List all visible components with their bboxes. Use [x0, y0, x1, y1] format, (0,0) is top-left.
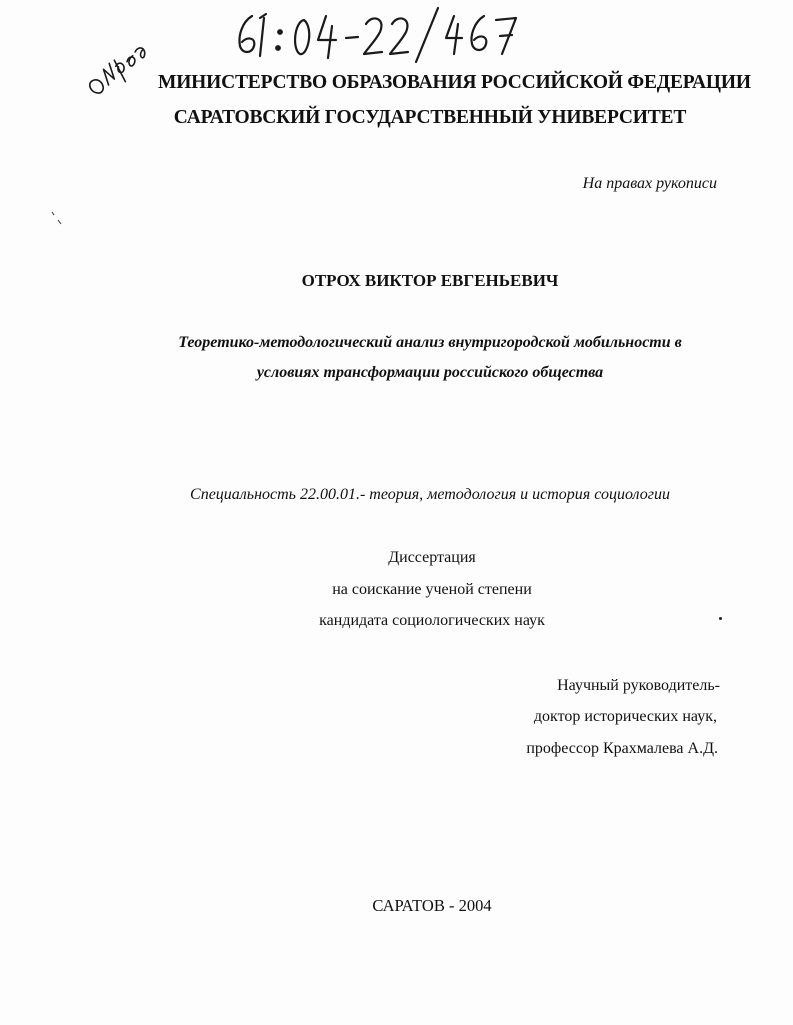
- dissertation-type: Диссертация: [388, 549, 476, 566]
- dissertation-purpose: на соискание ученой степени: [332, 581, 532, 598]
- dissertation-degree: кандидата социологических наук: [319, 612, 545, 629]
- thesis-title-line-2: условиях трансформации российского общества: [256, 364, 604, 381]
- scan-speck: [50, 210, 64, 226]
- author-name: ОТРОХ ВИКТОР ЕВГЕНЬЕВИЧ: [301, 271, 559, 290]
- thesis-title-line-1: Теоретико-методологический анализ внутригородской мобильности в: [178, 334, 682, 351]
- supervisor-name: профессор Крахмалева А.Д.: [526, 740, 718, 757]
- city-year: САРАТОВ - 2004: [372, 896, 492, 915]
- supervisor-role: Научный руководитель-: [557, 677, 720, 694]
- handwritten-archive-code: [232, 4, 522, 64]
- university-heading: САРАТОВСКИЙ ГОСУДАРСТВЕННЫЙ УНИВЕРСИТЕТ: [173, 107, 687, 128]
- supervisor-degree: доктор исторических наук,: [533, 708, 717, 725]
- scan-dot: [719, 617, 722, 620]
- ministry-heading: МИНИСТЕРСТВО ОБРАЗОВАНИЯ РОССИЙСКОЙ ФЕДЕРАЦИИ: [158, 72, 751, 93]
- specialty-line: Специальность 22.00.01.- теория, методология и история социологии: [190, 486, 670, 503]
- handwritten-stamp-note: [80, 34, 162, 104]
- manuscript-rights-note: На правах рукописи: [582, 175, 717, 192]
